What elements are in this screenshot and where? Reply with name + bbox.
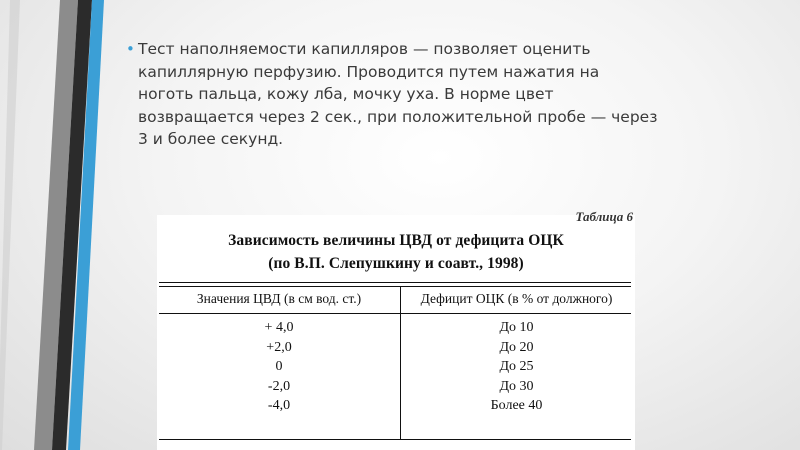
table-cell: До 10 xyxy=(499,320,534,335)
slide-decoration xyxy=(0,0,110,450)
table-rule-top xyxy=(159,282,631,283)
table-cell: +2,0 xyxy=(266,339,292,355)
bullet-icon: • xyxy=(126,40,135,58)
table-header-rule xyxy=(159,313,631,314)
table-title xyxy=(157,229,635,275)
table-rule-bottom xyxy=(159,439,631,440)
table-header-deficit: Дефицит ОЦК (в % от должного) xyxy=(420,291,613,306)
table-cell: -2,0 xyxy=(267,378,291,394)
table-cell: До 30 xyxy=(499,378,534,394)
table-column-deficit xyxy=(402,318,631,416)
bullet-text: Тест наполняемости капилляров — позволяет оценить капиллярную перфузию. Проводится путем нажатия на ноготь пальца, кожу лба, мочку уха. В норме цвет возвращается через 2 сек., при положительной пробе — через 3 и более секунд. xyxy=(138,40,658,148)
table-cell: + 4,0 xyxy=(264,320,294,335)
table-cell: 0 xyxy=(275,359,283,374)
table-header-cvd: Значения ЦВД (в см вод. ст.) xyxy=(196,291,362,306)
table-title-line1: Зависимость величины ЦВД от дефицита ОЦК xyxy=(228,232,564,249)
table-cell: До 25 xyxy=(499,359,534,374)
table-figure xyxy=(157,209,635,450)
table-cell: Более 40 xyxy=(490,398,543,413)
table-column-divider xyxy=(400,287,401,439)
table-rule-top-inner xyxy=(159,286,631,287)
table-cell: До 20 xyxy=(499,339,534,355)
bullet-item xyxy=(126,38,658,151)
deco-stripe-shadow xyxy=(0,0,20,450)
table-caption: Таблица 6 xyxy=(575,209,633,224)
table-title-line2: (по В.П. Слепушкину и соавт., 1998) xyxy=(268,255,524,272)
table-cell: -4,0 xyxy=(267,398,291,413)
table-column-cvd xyxy=(159,318,399,416)
